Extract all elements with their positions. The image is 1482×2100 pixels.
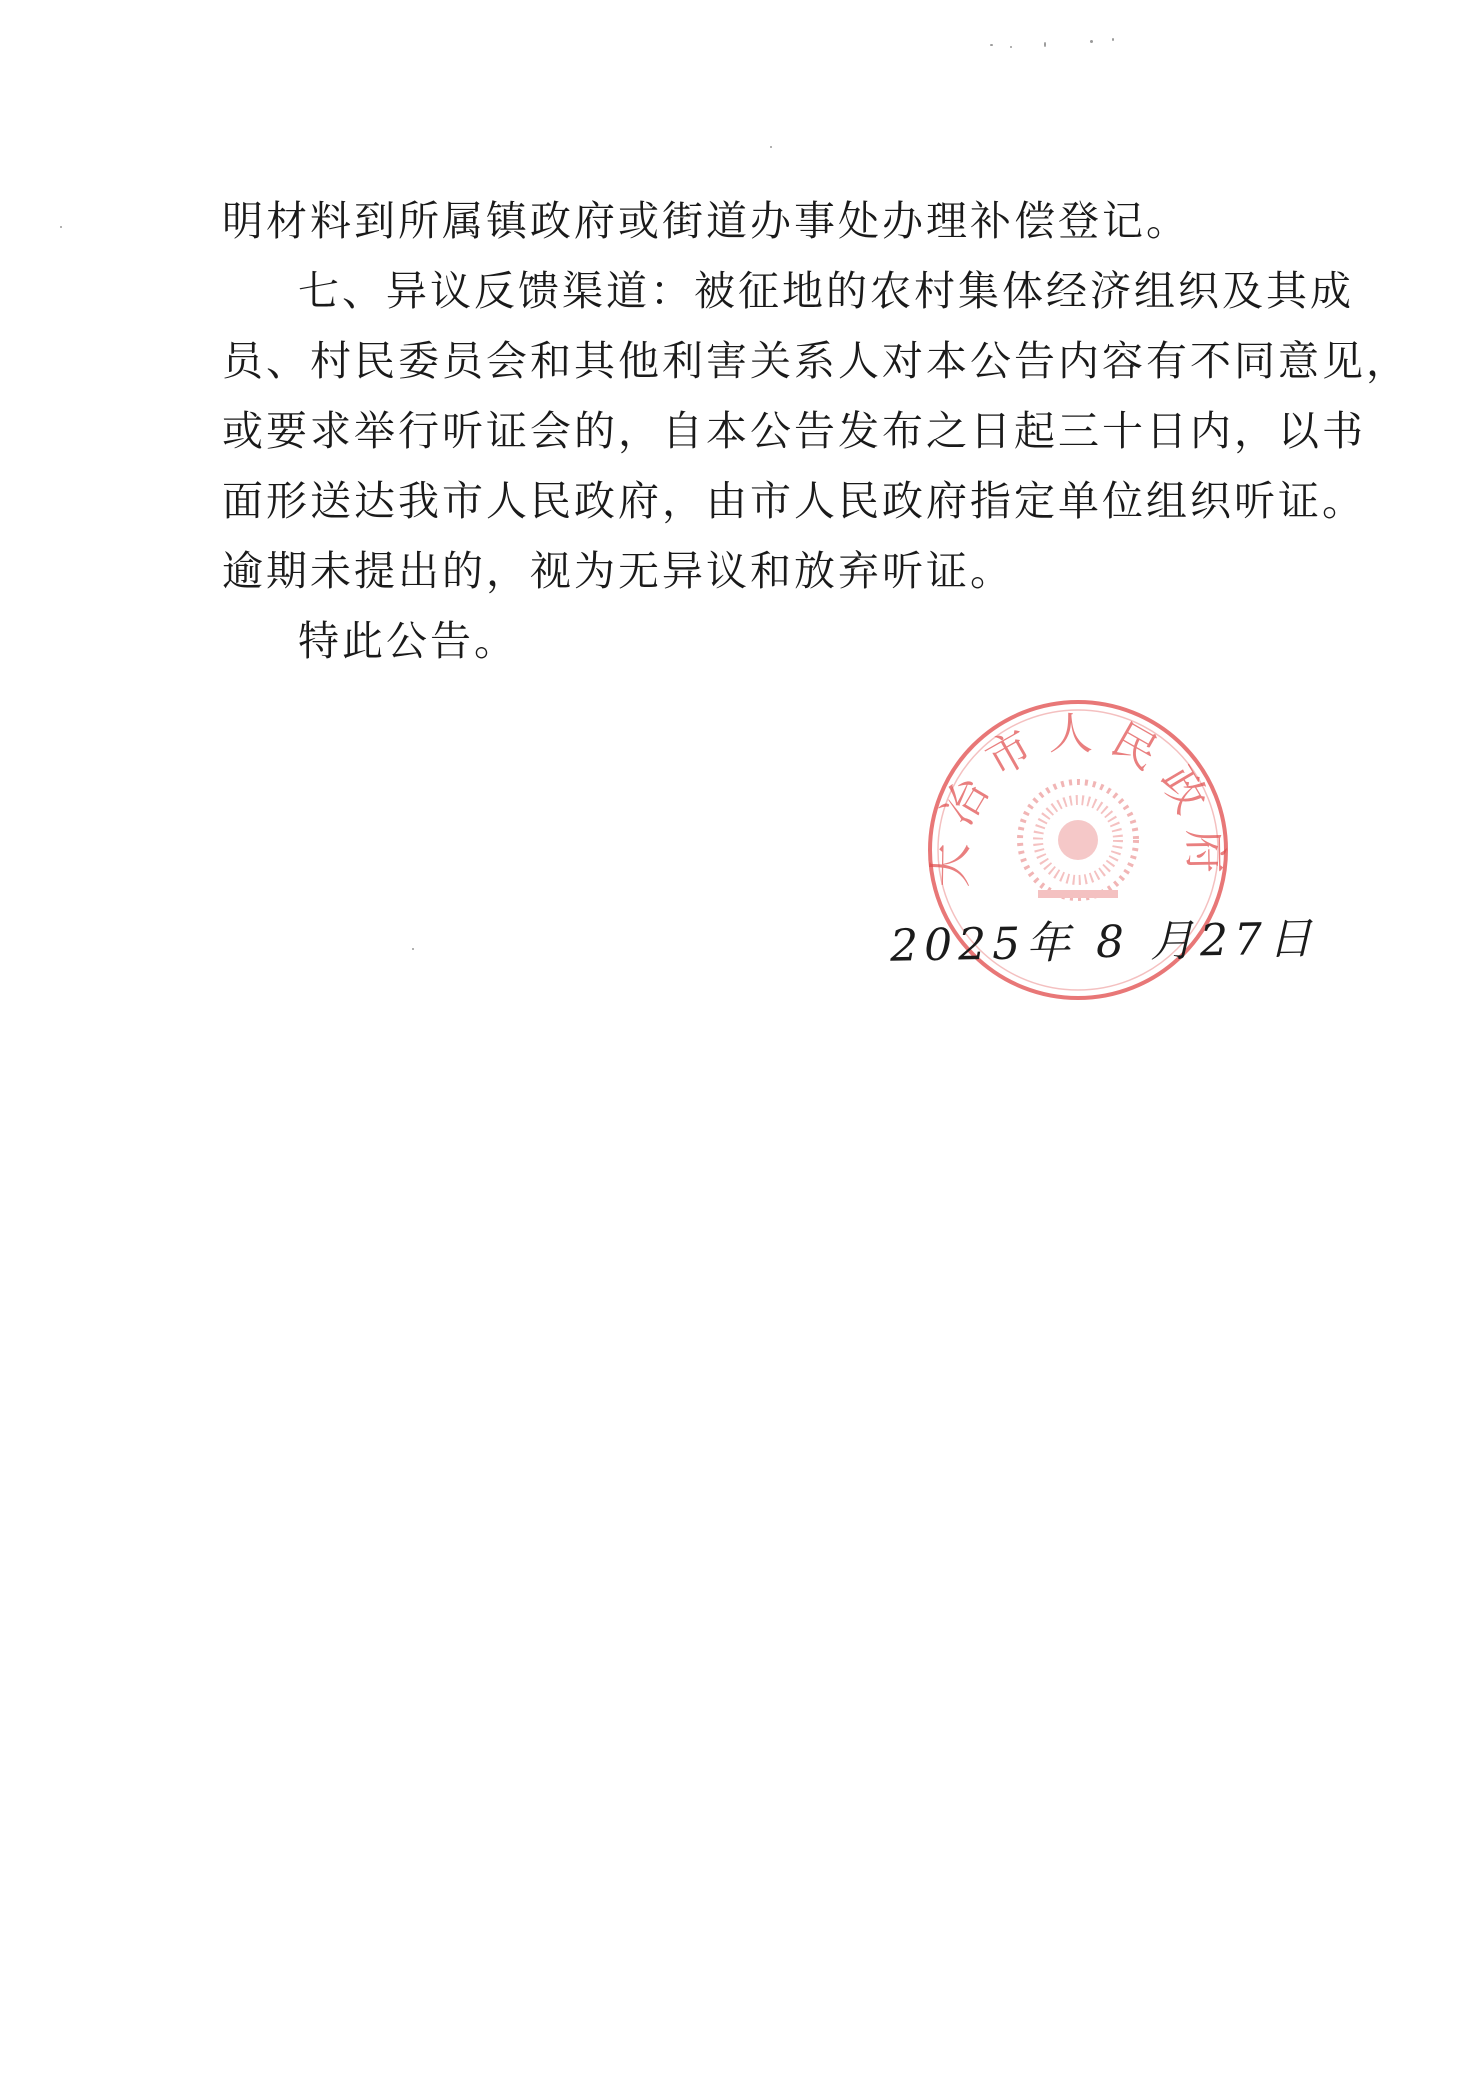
scan-speck: [60, 226, 62, 228]
scan-speck: [1112, 38, 1114, 41]
scan-speck: [412, 948, 414, 950]
seal-lettering: 大冶市人民政府: [925, 708, 1231, 888]
scan-speck: [770, 146, 772, 148]
scan-speck: [1044, 42, 1046, 47]
paragraph-line: 面形送达我市人民政府，由市人民政府指定单位组织听证。: [222, 477, 1366, 525]
paragraph-line: 或要求举行听证会的，自本公告发布之日起三十日内，以书: [222, 407, 1366, 455]
paragraph-line: 员、村民委员会和其他利害关系人对本公告内容有不同意见，: [222, 337, 1410, 385]
paragraph-line: 逾期未提出的，视为无异议和放弃听证。: [222, 547, 1014, 595]
scan-speck: [990, 44, 993, 46]
scan-speck: [1010, 46, 1012, 48]
signature-date: 2025年 8 月27日: [889, 913, 1319, 972]
paragraph-line: 七、异议反馈渠道：被征地的农村集体经济组织及其成: [298, 267, 1354, 315]
closing-line: 特此公告。: [298, 617, 518, 665]
scan-speck: [1090, 40, 1093, 43]
body-text: [222, 186, 1410, 676]
paragraph-line: 明材料到所属镇政府或街道办事处办理补偿登记。: [222, 197, 1190, 245]
